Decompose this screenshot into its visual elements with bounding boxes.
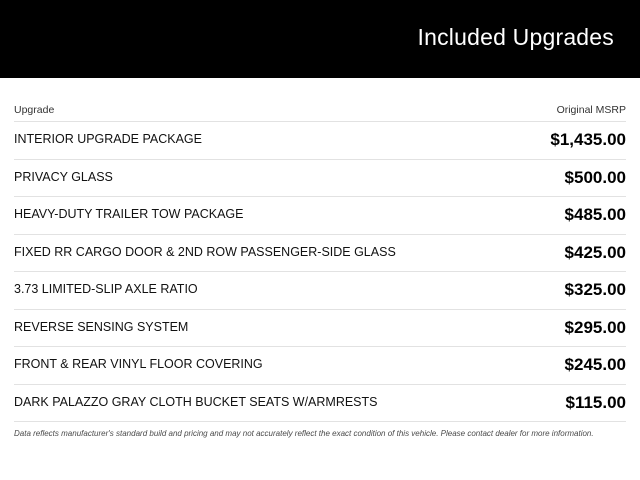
- upgrade-price: $500.00: [564, 167, 626, 187]
- upgrade-price: $485.00: [564, 205, 626, 225]
- page-title: Included Upgrades: [417, 23, 614, 50]
- upgrade-name: FRONT & REAR VINYL FLOOR COVERING: [14, 357, 263, 372]
- upgrade-price: $425.00: [564, 242, 626, 262]
- upgrade-price: $325.00: [564, 280, 626, 300]
- table-row: [14, 310, 626, 348]
- bottom-spacer: [14, 439, 626, 480]
- upgrade-price: $295.00: [564, 317, 626, 337]
- table-row: [14, 160, 626, 198]
- table-header-row: [14, 78, 626, 122]
- table-row: [14, 385, 626, 423]
- upgrades-list: [14, 122, 626, 422]
- upgrade-name: FIXED RR CARGO DOOR & 2ND ROW PASSENGER-SIDE GLASS: [14, 244, 396, 259]
- table-row: [14, 122, 626, 160]
- upgrade-price: $245.00: [564, 355, 626, 375]
- upgrade-name: REVERSE SENSING SYSTEM: [14, 319, 189, 334]
- table-row: [14, 197, 626, 235]
- page-content: [0, 78, 640, 480]
- disclaimer-text: Data reflects manufacturer's standard build and pricing and may not accurately reflect the exact condition of this vehicle. Please contact dealer for more information.: [14, 429, 594, 438]
- column-header-upgrade: Upgrade: [14, 104, 55, 116]
- table-row: [14, 272, 626, 310]
- page-header: [0, 0, 640, 78]
- upgrade-name: 3.73 LIMITED-SLIP AXLE RATIO: [14, 282, 198, 297]
- upgrade-price: $1,435.00: [550, 130, 626, 150]
- upgrade-name: HEAVY-DUTY TRAILER TOW PACKAGE: [14, 207, 244, 222]
- column-header-msrp: Original MSRP: [556, 104, 626, 116]
- upgrade-price: $115.00: [565, 392, 626, 412]
- table-row: [14, 347, 626, 385]
- upgrade-name: PRIVACY GLASS: [14, 169, 113, 184]
- upgrade-name: INTERIOR UPGRADE PACKAGE: [14, 132, 202, 147]
- upgrade-name: DARK PALAZZO GRAY CLOTH BUCKET SEATS W/ARMRESTS: [14, 394, 378, 409]
- table-row: [14, 235, 626, 273]
